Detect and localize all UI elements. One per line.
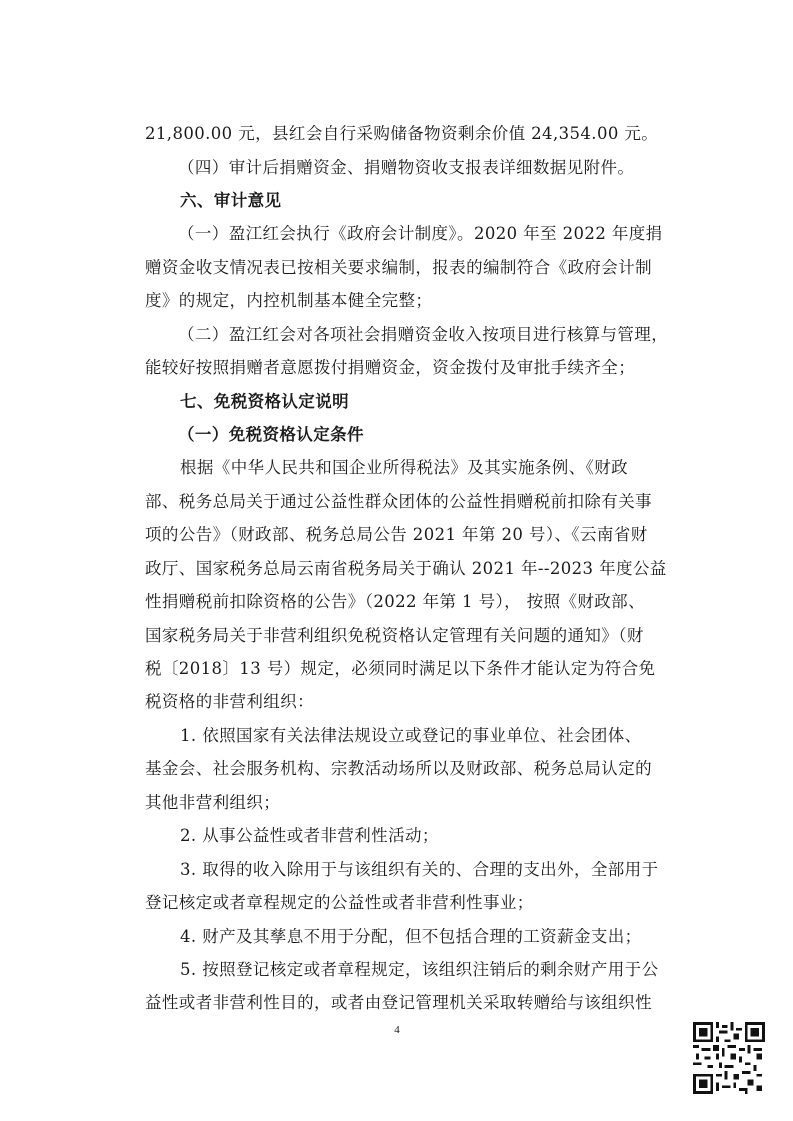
text-line: 4. 财产及其孳息不用于分配，但不包括合理的工资薪金支出； xyxy=(180,927,642,946)
text-line: 根据《中华人民共和国企业所得税法》及其实施条例、《财政 xyxy=(180,458,629,477)
text-line: 基金会、社会服务机构、宗教活动场所以及财政部、税务总局认定的 xyxy=(145,759,652,778)
section-heading: 六、审计意见 xyxy=(180,191,282,210)
text-line: 其他非营利组织； xyxy=(145,793,281,812)
text-line: 登记核定或者章程规定的公益性或者非营利性事业； xyxy=(145,893,534,912)
text-line: （一）盈江红会执行《政府会计制度》。2020 年至 2022 年度捐 xyxy=(178,224,663,243)
text-line: 国家税务局关于非营利组织免税资格认定管理有关问题的通知》（财 xyxy=(145,626,644,645)
text-line: 部、税务总局关于通过公益性群众团体的公益性捐赠税前扣除有关事 xyxy=(145,492,652,511)
text-line: 政厅、国家税务总局云南省税务局关于确认 2021 年--2023 年度公益 xyxy=(145,559,667,578)
text-line: 2. 从事公益性或者非营利性活动； xyxy=(180,826,439,845)
qr-code-icon xyxy=(693,1022,765,1094)
text-line: 税资格的非营利组织： xyxy=(145,692,314,711)
text-line: 性捐赠税前扣除资格的公告》（2022 年第 1 号）， 按照《财政部、 xyxy=(145,592,645,611)
text-line: 赠资金收支情况表已按相关要求编制，报表的编制符合《政府会计制 xyxy=(145,258,652,277)
text-line: 1. 依照国家有关法律法规设立或登记的事业单位、社会团体、 xyxy=(180,726,642,745)
text-line: 21,800.00 元，县红会自行采购储备物资剩余价值 24,354.00 元。 xyxy=(145,124,659,143)
subsection-heading: （一）免税资格认定条件 xyxy=(178,425,364,444)
text-line: （二）盈江红会对各项社会捐赠资金收入按项目进行核算与管理， xyxy=(178,325,669,344)
text-line: 能较好按照捐赠者意愿拨付捐赠资金，资金拨付及审批手续齐全； xyxy=(145,358,636,377)
text-line: 度》的规定，内控机制基本健全完整； xyxy=(145,291,433,310)
text-line: 5. 按照登记核定或者章程规定，该组织注销后的剩余财产用于公 xyxy=(180,960,659,979)
text-line: 益性或者非营利性目的，或者由登记管理机关采取转赠给与该组织性 xyxy=(145,993,652,1012)
page-number: 4 xyxy=(394,1024,400,1036)
text-line: 3. 取得的收入除用于与该组织有关的、合理的支出外，全部用于 xyxy=(180,860,659,879)
text-line: 项的公告》（财政部、税务总局公告 2021 年第 20 号）、《云南省财 xyxy=(145,525,648,544)
text-line: （四）审计后捐赠资金、捐赠物资收支报表详细数据见附件。 xyxy=(178,158,635,177)
text-line: 税〔2018〕13 号）规定，必须同时满足以下条件才能认定为符合免 xyxy=(145,659,656,678)
section-heading: 七、免税资格认定说明 xyxy=(180,392,349,411)
